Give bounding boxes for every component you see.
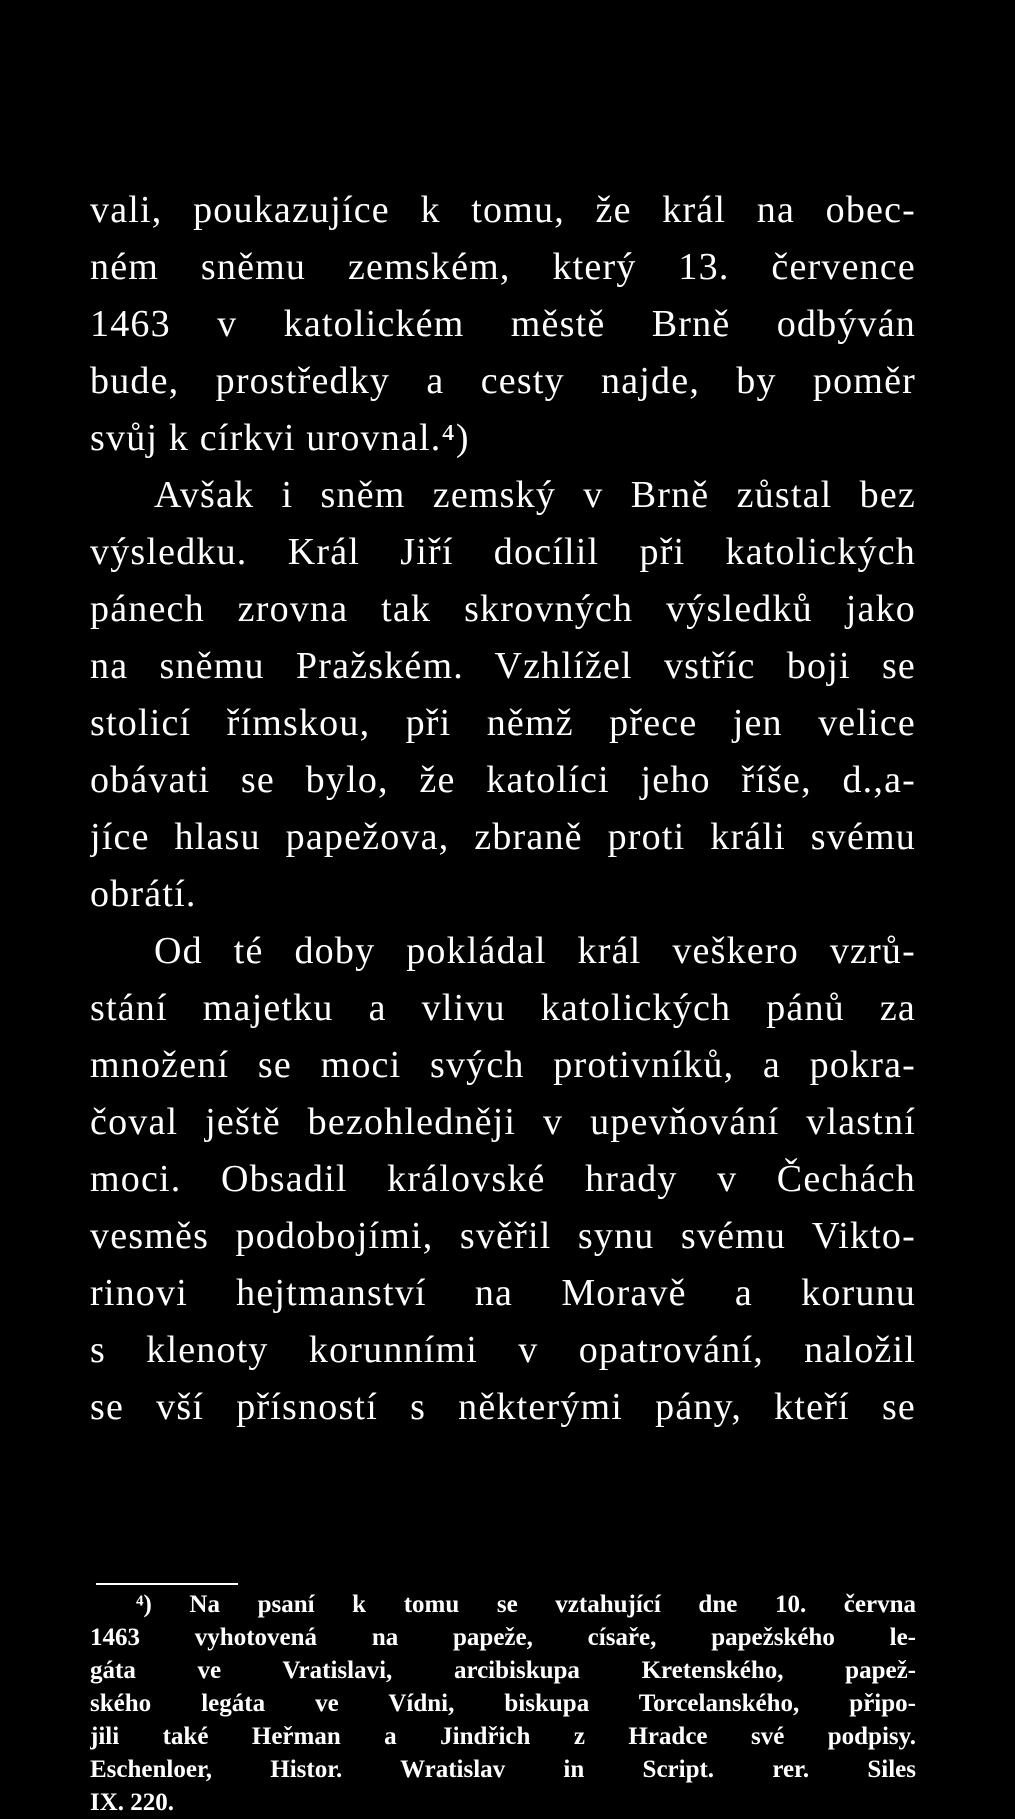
text-line: vesměs podobojími, svěřil synu svému Vikto- xyxy=(90,1215,916,1257)
footnote-line: Eschenloer, Histor. Wratislav in Script. rer. Siles xyxy=(90,1756,916,1783)
text-line: množení se moci svých protivníků, a pokra- xyxy=(90,1044,916,1086)
text-line: pánech zrovna tak skrovných výsledků jako xyxy=(90,588,916,630)
footnote-line: jili také Heřman a Jindřich z Hradce své podpisy. xyxy=(90,1723,916,1750)
body-text xyxy=(90,182,916,1436)
text-line: s klenoty korunními v opatrování, naložil xyxy=(90,1329,916,1371)
text-line: stolicí římskou, při němž přece jen velice xyxy=(90,702,916,744)
text-line: vali, poukazujíce k tomu, že král na obec- xyxy=(90,189,916,231)
footnote-separator-rule xyxy=(96,1583,238,1585)
text-line: svůj k církvi urovnal.⁴) xyxy=(90,417,470,459)
text-line: na sněmu Pražském. Vzhlížel vstříc boji se xyxy=(90,645,916,687)
footnote-line: 1463 vyhotovená na papeže, císaře, papežského le- xyxy=(90,1624,916,1651)
footnote-block xyxy=(90,1588,916,1819)
footnote-line: gáta ve Vratislavi, arcibiskupa Kretenského, papež- xyxy=(90,1657,916,1684)
text-line: obrátí. xyxy=(90,873,197,915)
text-line: jíce hlasu papežova, zbraně proti králi svému xyxy=(90,816,916,858)
footnote-line: ského legáta ve Vídni, biskupa Torcelanského, připo- xyxy=(90,1690,916,1717)
text-line: se vší přísností s některými pány, kteří se xyxy=(90,1386,916,1428)
footnote-line: ⁴) Na psaní k tomu se vztahující dne 10. června xyxy=(136,1591,916,1618)
text-line: rinovi hejtmanství na Moravě a korunu xyxy=(90,1272,916,1314)
text-line: bude, prostředky a cesty najde, by poměr xyxy=(90,360,916,402)
text-line: stání majetku a vlivu katolických pánů za xyxy=(90,987,916,1029)
text-line: ném sněmu zemském, který 13. července xyxy=(90,246,916,288)
footnote-line: IX. 220. xyxy=(90,1789,175,1816)
text-line: 1463 v katolickém městě Brně odbýván xyxy=(90,303,916,345)
paragraph-start-line: Avšak i sněm zemský v Brně zůstal bez xyxy=(154,474,916,516)
paragraph-start-line: Od té doby pokládal král veškero vzrů- xyxy=(154,930,916,972)
text-line: výsledku. Král Jiří docílil při katolických xyxy=(90,531,916,573)
text-line: obávati se bylo, že katolíci jeho říše, d.,a- xyxy=(90,759,916,801)
text-line: čoval ještě bezohledněji v upevňování vlastní xyxy=(90,1101,916,1143)
text-line: moci. Obsadil královské hrady v Čechách xyxy=(90,1158,916,1200)
